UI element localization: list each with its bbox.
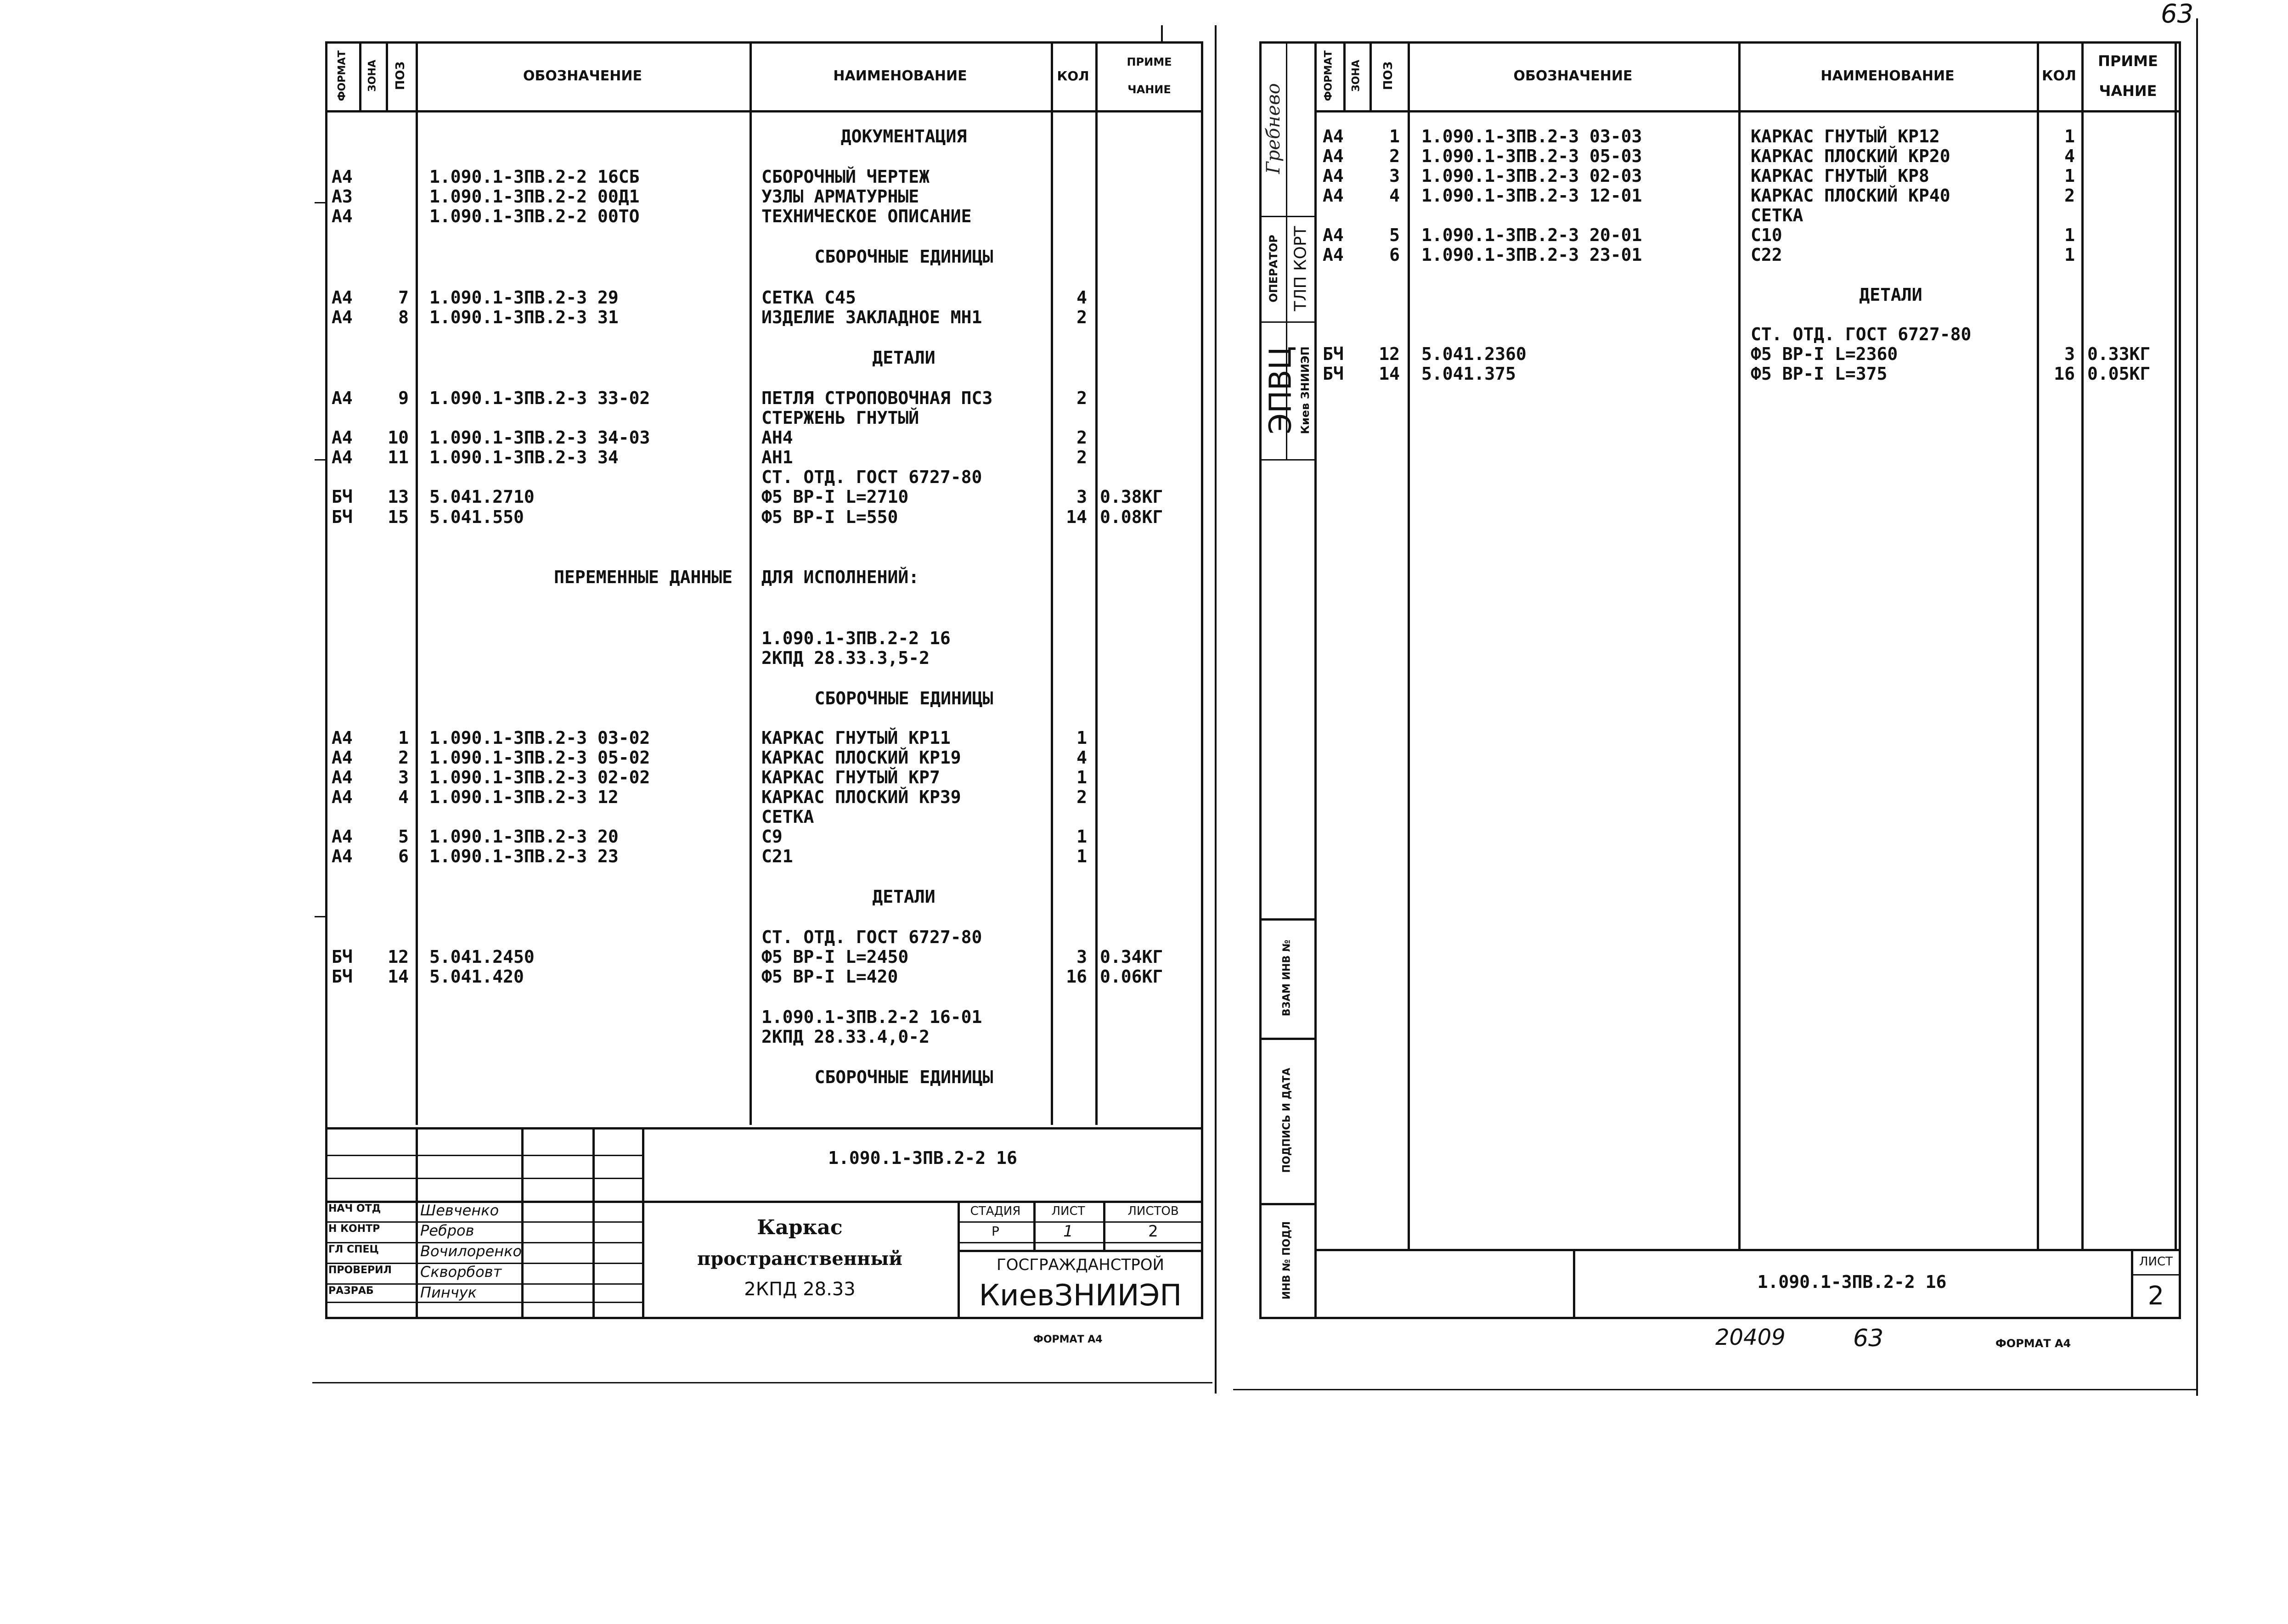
row-designation: 5.041.550 [429, 507, 524, 527]
role-label: Н КОНТР [328, 1223, 380, 1235]
row-designation: 1.090.1-3ПВ.2-3 02-02 [429, 767, 650, 787]
role-signature-name: Шевченко [420, 1202, 499, 1219]
row-format: А4 [1323, 245, 1344, 265]
row-designation: 1.090.1-3ПВ.2-3 34 [429, 447, 619, 467]
row-name: Ф5 ВР-I L=550 [761, 507, 898, 527]
r-header-name: НАИМЕНОВАНИЕ [1820, 67, 1955, 84]
operator-label: ОПЕРАТОР [1267, 235, 1280, 303]
row-format: БЧ [332, 967, 353, 987]
row-qty: 2 [1076, 787, 1087, 807]
role-label: ГЛ СПЕЦ [328, 1244, 379, 1255]
row-format: А4 [332, 287, 353, 308]
row-name: СЕТКА С45 [761, 287, 856, 308]
row-pos: 12 [388, 947, 409, 967]
row-format: А4 [332, 767, 353, 787]
row-note: 0.33КГ [2087, 344, 2151, 364]
stage-value: Р [992, 1224, 999, 1239]
row-designation: 1.090.1-3ПВ.2-3 20 [429, 826, 619, 847]
header-qty: КОЛ [1057, 68, 1089, 84]
role-signature-name: Скворбовт [420, 1263, 502, 1281]
tlp-label: ТЛП КОРТ [1291, 226, 1310, 311]
row-format: А4 [1323, 166, 1344, 186]
row-format: БЧ [332, 487, 353, 507]
row-name: Ф5 ВР-I L=375 [1751, 364, 1888, 384]
r-header-qty: КОЛ [2042, 67, 2076, 84]
format-label-left: ФОРМАТ А4 [1033, 1334, 1103, 1345]
row-qty: 4 [1076, 747, 1087, 768]
row-pos: 6 [398, 846, 409, 866]
row-designation: 1.090.1-3ПВ.2-2 00ТО [429, 206, 640, 226]
podpis-label: ПОДПИСЬ И ДАТА [1281, 1068, 1293, 1173]
row-qty: 2 [2064, 185, 2075, 206]
header-pos: ПОЗ [394, 61, 407, 90]
header-name: НАИМЕНОВАНИЕ [833, 67, 967, 84]
r-header-note-1: ПРИМЕ [2098, 52, 2158, 70]
role-label: НАЧ ОТД [328, 1203, 381, 1214]
row-designation: 5.041.420 [429, 967, 524, 987]
header-zone: ЗОНА [366, 60, 378, 92]
row-format: БЧ [1323, 364, 1344, 384]
row-designation: 1.090.1-3ПВ.2-3 05-02 [429, 747, 650, 768]
row-qty: 14 [1066, 507, 1087, 527]
row-designation: 1.090.1-3ПВ.2-2 16СБ [429, 167, 640, 187]
row-designation: 1.090.1-3ПВ.2-3 31 [429, 307, 619, 327]
row-format: А4 [1323, 146, 1344, 166]
row-name: СТ. ОТД. ГОСТ 6727-80 [761, 927, 982, 947]
r-header-note-2: ЧАНИЕ [2099, 82, 2157, 100]
row-qty: 2 [1076, 307, 1087, 327]
row-name: СБОРОЧНЫЕ ЕДИНИЦЫ [814, 1067, 993, 1087]
row-qty: 4 [2064, 146, 2075, 166]
bottom-number-1: 20409 [1715, 1325, 1786, 1350]
row-name: 1.090.1-3ПВ.2-2 16 [761, 628, 951, 648]
row-designation: 5.041.375 [1421, 364, 1516, 384]
row-name: КАРКАС ПЛОСКИЙ КР19 [761, 747, 961, 768]
row-qty: 1 [2064, 126, 2075, 146]
row-pos: 9 [398, 388, 409, 408]
row-note: 0.34КГ [1100, 947, 1163, 967]
row-designation: 1.090.1-3ПВ.2-3 12-01 [1421, 185, 1642, 206]
row-name: ДЛЯ ИСПОЛНЕНИЙ: [761, 567, 919, 587]
row-designation: 5.041.2360 [1421, 344, 1527, 364]
row-name: СБОРОЧНЫЙ ЧЕРТЕЖ [761, 167, 930, 187]
row-qty: 1 [2064, 225, 2075, 245]
role-signature-name: Пинчук [420, 1284, 477, 1301]
row-pos: 11 [388, 447, 409, 467]
format-label-right: ФОРМАТ А4 [1995, 1337, 2071, 1350]
row-qty: 1 [1076, 767, 1087, 787]
row-pos: 13 [388, 487, 409, 507]
bottom-number-2: 63 [1853, 1325, 1884, 1352]
title-line-3: 2КПД 28.33 [744, 1279, 856, 1300]
row-designation: 1.090.1-3ПВ.2-3 23 [429, 846, 619, 866]
row-name: 2КПД 28.33.4,0-2 [761, 1027, 930, 1047]
row-pos: 8 [398, 307, 409, 327]
row-pos: 4 [398, 787, 409, 807]
row-format: А4 [332, 846, 353, 866]
row-name: ДЕТАЛИ [872, 887, 935, 907]
row-pos: 4 [1389, 185, 1400, 206]
role-label: РАЗРАБ [328, 1285, 374, 1297]
row-name: 1.090.1-3ПВ.2-2 16-01 [761, 1007, 982, 1027]
signature-grebnevo: Гребнево [1263, 83, 1284, 174]
row-qty: 3 [2064, 344, 2075, 364]
row-name: КАРКАС ГНУТЫЙ КР7 [761, 767, 940, 787]
row-designation: 5.041.2450 [429, 947, 535, 967]
row-designation: 1.090.1-3ПВ.2-3 34-03 [429, 427, 650, 448]
inv-label: ИНВ № ПОДЛ [1281, 1221, 1293, 1300]
row-designation: 1.090.1-3ПВ.2-3 05-03 [1421, 146, 1642, 166]
row-format: А4 [1323, 126, 1344, 146]
right-sheet-value: 2 [2147, 1281, 2164, 1311]
r-header-pos: ПОЗ [1381, 61, 1395, 90]
row-qty: 16 [2054, 364, 2075, 384]
row-name: СТ. ОТД. ГОСТ 6727-80 [761, 467, 982, 487]
title-doc-code: 1.090.1-3ПВ.2-2 16 [828, 1148, 1017, 1168]
row-name: АН4 [761, 427, 793, 448]
row-name: Ф5 ВР-I L=2710 [761, 487, 909, 507]
row-name: ПЕТЛЯ СТРОПОВОЧНАЯ ПС3 [761, 388, 993, 408]
row-designation: 1.090.1-3ПВ.2-3 23-01 [1421, 245, 1642, 265]
row-name: ИЗДЕЛИЕ ЗАКЛАДНОЕ МН1 [761, 307, 982, 327]
sheet-label: ЛИСТ [1051, 1204, 1085, 1218]
header-format: ФОРМАТ [336, 50, 348, 101]
title-line-1: Каркас [757, 1216, 843, 1239]
row-pos: 2 [398, 747, 409, 768]
row-name: КАРКАС ГНУТЫЙ КР8 [1751, 166, 1929, 186]
row-name: СБОРОЧНЫЕ ЕДИНИЦЫ [814, 247, 993, 267]
row-note: 0.08КГ [1100, 507, 1163, 527]
row-designation: 1.090.1-3ПВ.2-3 33-02 [429, 388, 650, 408]
row-note: 0.05КГ [2087, 364, 2151, 384]
header-designation: ОБОЗНАЧЕНИЕ [523, 67, 642, 84]
row-pos: 12 [1379, 344, 1400, 364]
row-qty: 4 [1076, 287, 1087, 308]
row-name: Ф5 ВР-I L=2450 [761, 947, 909, 967]
row-name: ДОКУМЕНТАЦИЯ [840, 126, 967, 146]
role-signature-name: Ребров [420, 1222, 474, 1239]
row-qty: 2 [1076, 447, 1087, 467]
sheet-value: 1 [1063, 1222, 1073, 1241]
row-pos: 10 [388, 427, 409, 448]
row-format: А4 [1323, 225, 1344, 245]
row-format: А4 [1323, 185, 1344, 206]
row-qty: 16 [1066, 967, 1087, 987]
r-header-format: ФОРМАТ [1323, 50, 1335, 101]
row-name: СТЕРЖЕНЬ ГНУТЫЙ [761, 408, 919, 428]
row-pos: 14 [1379, 364, 1400, 384]
row-designation: 1.090.1-3ПВ.2-3 02-03 [1421, 166, 1642, 186]
row-format: А3 [332, 186, 353, 207]
header-note-1: ПРИМЕ [1127, 56, 1172, 68]
org-line-1: ГОСГРАЖДАНСТРОЙ [997, 1256, 1164, 1274]
row-name: Ф5 ВР-I L=420 [761, 967, 898, 987]
row-name: КАРКАС ГНУТЫЙ КР12 [1751, 126, 1940, 146]
row-name: СТ. ОТД. ГОСТ 6727-80 [1751, 324, 1972, 344]
row-pos: 14 [388, 967, 409, 987]
row-format: А4 [332, 787, 353, 807]
row-qty: 1 [2064, 166, 2075, 186]
row-name: С21 [761, 846, 793, 866]
row-format: А4 [332, 206, 353, 226]
row-name: КАРКАС ГНУТЫЙ КР11 [761, 728, 951, 748]
r-header-designation: ОБОЗНАЧЕНИЕ [1513, 67, 1633, 84]
row-name: Ф5 ВР-I L=2360 [1751, 344, 1898, 364]
kiev-org-stamp: Киев ЗНИИЭП [1299, 346, 1312, 434]
row-format: А4 [332, 747, 353, 768]
right-doc-code: 1.090.1-3ПВ.2-2 16 [1757, 1272, 1947, 1292]
org-line-2: КиевЗНИИЭП [979, 1279, 1182, 1313]
epvc-stamp: ЭПВЦ [1262, 346, 1298, 435]
row-pos: 15 [388, 507, 409, 527]
sheets-value: 2 [1148, 1222, 1158, 1241]
row-name: УЗЛЫ АРМАТУРНЫЕ [761, 186, 919, 207]
row-qty: 2 [1076, 427, 1087, 448]
row-qty: 3 [1076, 487, 1087, 507]
row-format: БЧ [332, 947, 353, 967]
row-name: КАРКАС ПЛОСКИЙ КР39 [761, 787, 961, 807]
row-format: А4 [332, 307, 353, 327]
row-designation: 1.090.1-3ПВ.2-3 03-02 [429, 728, 650, 748]
row-format: А4 [332, 728, 353, 748]
row-name: ДЕТАЛИ [872, 348, 935, 368]
row-format: А4 [332, 388, 353, 408]
row-designation: 5.041.2710 [429, 487, 535, 507]
row-format: А4 [332, 427, 353, 448]
row-pos: 2 [1389, 146, 1400, 166]
row-name: С9 [761, 826, 783, 847]
row-format: БЧ [332, 507, 353, 527]
row-name: 2КПД 28.33.3,5-2 [761, 648, 930, 668]
row-qty: 1 [1076, 846, 1087, 866]
role-label: ПРОВЕРИЛ [328, 1264, 392, 1276]
row-name: С10 [1751, 225, 1782, 245]
sheets-label: ЛИСТОВ [1127, 1204, 1179, 1218]
row-note: 0.38КГ [1100, 487, 1163, 507]
row-pos: 1 [1389, 126, 1400, 146]
row-designation: 1.090.1-3ПВ.2-3 29 [429, 287, 619, 308]
row-pos: 5 [1389, 225, 1400, 245]
row-name: АН1 [761, 447, 793, 467]
row-note: 0.06КГ [1100, 967, 1163, 987]
row-qty: 1 [1076, 826, 1087, 847]
row-pos: 5 [398, 826, 409, 847]
row-qty: 3 [1076, 947, 1087, 967]
right-sheet-label: ЛИСТ [2139, 1255, 2173, 1269]
row-format: А4 [332, 447, 353, 467]
row-pos: 3 [1389, 166, 1400, 186]
row-name: С22 [1751, 245, 1782, 265]
row-name: ДЕТАЛИ [1859, 285, 1922, 305]
page-number-top: 63 [2161, 0, 2194, 29]
row-designation: 1.090.1-3ПВ.2-3 20-01 [1421, 225, 1642, 245]
row-pos: 3 [398, 767, 409, 787]
role-signature-name: Вочилоренко [420, 1242, 522, 1260]
row-pos: 7 [398, 287, 409, 308]
row-name: СЕТКА [1751, 205, 1803, 225]
row-format: А4 [332, 167, 353, 187]
vzam-label: ВЗАМ ИНВ № [1281, 939, 1293, 1017]
r-header-zone: ЗОНА [1350, 60, 1362, 92]
row-designation: 1.090.1-3ПВ.2-2 00Д1 [429, 186, 640, 207]
row-designation: ПЕРЕМЕННЫЕ ДАННЫЕ [554, 567, 733, 587]
header-note-2: ЧАНИЕ [1127, 83, 1171, 96]
row-qty: 1 [1076, 728, 1087, 748]
title-line-2: пространственный [697, 1248, 902, 1270]
row-name: СБОРОЧНЫЕ ЕДИНИЦЫ [814, 688, 993, 708]
row-format: БЧ [1323, 344, 1344, 364]
row-designation: 1.090.1-3ПВ.2-3 12 [429, 787, 619, 807]
row-designation: 1.090.1-3ПВ.2-3 03-03 [1421, 126, 1642, 146]
row-format: А4 [332, 826, 353, 847]
row-qty: 2 [1076, 388, 1087, 408]
row-name: ТЕХНИЧЕСКОЕ ОПИСАНИЕ [761, 206, 972, 226]
stage-label: СТАДИЯ [970, 1204, 1021, 1218]
row-qty: 1 [2064, 245, 2075, 265]
row-name: СЕТКА [761, 807, 814, 827]
row-pos: 6 [1389, 245, 1400, 265]
row-pos: 1 [398, 728, 409, 748]
row-name: КАРКАС ПЛОСКИЙ КР40 [1751, 185, 1950, 206]
row-name: КАРКАС ПЛОСКИЙ КР20 [1751, 146, 1950, 166]
